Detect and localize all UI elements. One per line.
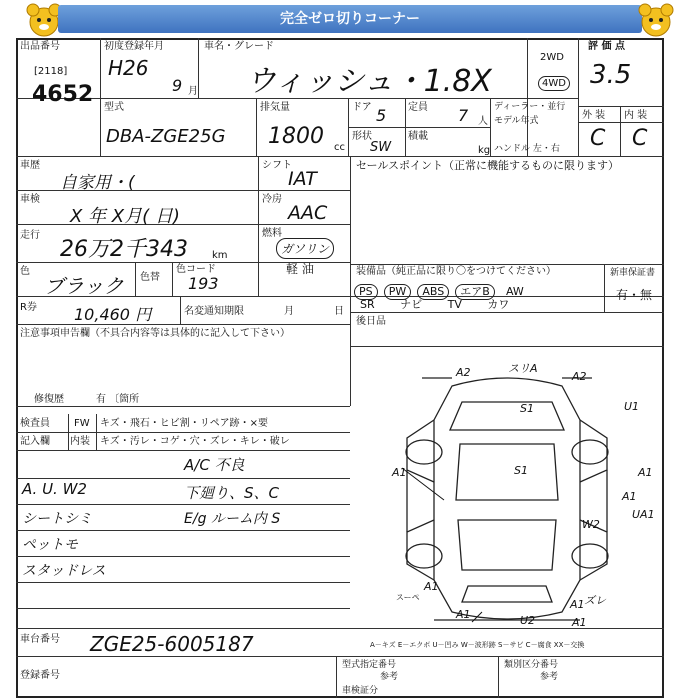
- inspect-row1: キズ・飛石・ヒビ割・リペア跡・×要: [100, 418, 268, 429]
- mark-a1-low-left: A1: [424, 580, 439, 593]
- equip-sr: SR: [360, 298, 375, 311]
- type-value: DBA-ZGE25G: [106, 126, 226, 147]
- lot-no-label: 出品番号: [20, 41, 60, 52]
- bear-logo-right: [636, 2, 676, 38]
- cc-label: cc: [334, 142, 345, 153]
- persons-label: 人: [478, 116, 488, 127]
- inspection-value: X 年 X月( 日): [70, 206, 180, 227]
- class-no-label: 類別区分番号: [504, 660, 559, 670]
- equip-ps: PS: [354, 284, 378, 300]
- mark-a2-left: A2: [456, 366, 471, 379]
- four-wd: 4WD: [538, 76, 570, 91]
- mark-zure: ズレ: [584, 594, 606, 607]
- two-wd: 2WD: [540, 52, 564, 63]
- r-label: R券: [20, 302, 37, 313]
- doors-label: ドア: [352, 102, 372, 113]
- notes-label: 注意事項申告欄（不具合内容等は具体的に記入して下さい）: [20, 328, 290, 339]
- note-engine: E/g ルーム内 S: [184, 511, 281, 527]
- kg-label: kg: [478, 145, 491, 156]
- equip-pw: PW: [384, 284, 412, 300]
- interior-label: 内装: [70, 436, 90, 447]
- handle-label: ハンドル 左・右: [494, 144, 560, 154]
- shift-value: IAT: [288, 168, 317, 190]
- fuel-gasoline: ガソリン: [276, 238, 334, 259]
- ext-value: C: [590, 126, 606, 151]
- seats-value: 7: [458, 106, 469, 125]
- mileage-label: 走行: [20, 230, 40, 241]
- day-mark: 日: [334, 306, 344, 317]
- mark-suri-a: スリA: [508, 362, 538, 375]
- lot-small: [2118]: [34, 66, 68, 77]
- history-label: 車歴: [20, 160, 40, 171]
- note-under: 下廻り、S、C: [184, 484, 279, 502]
- fw-label: FW: [74, 418, 90, 429]
- mark-a1-bottom-left: A1: [456, 608, 471, 621]
- new-warranty-label: 新車保証書: [610, 268, 656, 278]
- mark-u2: U2: [520, 614, 536, 627]
- color-value: ブラック: [44, 274, 124, 298]
- fuel-diesel: 軽 油: [286, 262, 314, 276]
- model-name: ウィッシュ・1.8X: [246, 64, 492, 99]
- grade-label: 評 価 点: [588, 41, 625, 52]
- equip-leather: カワ: [487, 298, 510, 311]
- repair-label: 修復歴: [34, 394, 64, 405]
- equip-label: 装備品（純正品に限り〇をつけてください）: [356, 266, 556, 277]
- banner-title: 完全ゼロ切りコーナー: [58, 5, 642, 33]
- model-year-label: モデル年式: [494, 116, 539, 126]
- mark-u1: U1: [624, 400, 640, 413]
- note-auw2: A. U. W2: [22, 480, 87, 498]
- shift-label: シフト: [262, 160, 292, 171]
- history-value: 自家用・(: [60, 173, 135, 193]
- ac-value: AAC: [288, 202, 328, 224]
- int-value: C: [632, 126, 648, 151]
- inspector-label: 検査員: [20, 418, 50, 429]
- dealer-label: ディーラー・並行: [494, 102, 566, 112]
- reg-year: H26: [108, 56, 149, 80]
- mark-a1-right: A1: [638, 466, 653, 479]
- chassis-label: 車台番号: [20, 634, 60, 645]
- note-seat: シートシミ: [22, 511, 92, 527]
- note-pet: ペットモ: [22, 537, 78, 553]
- color-change-label: 色替: [140, 272, 160, 283]
- damage-legend: A－キズ E－エクボ U－凹み W－波形跡 S－サビ C－腐食 XX－交換: [370, 641, 585, 649]
- doors-value: 5: [376, 106, 387, 125]
- chassis-value: ZGE25-6005187: [90, 632, 254, 656]
- mark-a1-corner: A1: [572, 616, 587, 629]
- shape-label: 形状: [352, 131, 372, 142]
- ext-label: 外 装: [582, 110, 606, 121]
- shape-value: SW: [370, 140, 392, 155]
- repair-value: 有 〔箇所: [96, 394, 140, 405]
- name-label: 名変通知期限: [184, 306, 244, 317]
- int-label: 内 装: [624, 110, 648, 121]
- fuel-label: 燃料: [262, 228, 282, 239]
- note-ac: A/C 不良: [184, 456, 245, 474]
- reg-month: 9: [172, 76, 183, 95]
- equip-navi: ナビ: [400, 298, 423, 311]
- equip-tv: TV: [447, 298, 462, 311]
- month-unit: 月: [188, 86, 198, 97]
- class-ref: 参考: [540, 672, 559, 682]
- mark-ua1: UA1: [632, 508, 655, 521]
- form-ref: 参考: [380, 672, 399, 682]
- sales-label: セールスポイント（正常に機能するものに限ります）: [356, 159, 620, 172]
- reg-no-label: 登録番号: [20, 670, 60, 681]
- disp-label: 排気量: [260, 102, 290, 113]
- mark-a2-right: A2: [572, 370, 587, 383]
- type-label: 型式: [104, 102, 124, 113]
- month-mark: 月: [284, 306, 294, 317]
- inspect-row2: キズ・汚レ・コゲ・穴・ズレ・キレ・破レ: [100, 436, 290, 447]
- mark-a1-rightmid: A1: [622, 490, 637, 503]
- load-label: 積載: [408, 131, 428, 142]
- note-studless: スタッドレス: [22, 563, 106, 579]
- mark-w2: W2: [582, 518, 600, 531]
- form-no-label: 型式指定番号: [342, 660, 397, 670]
- km-label: km: [212, 250, 228, 261]
- lot-no: 4652: [32, 82, 94, 107]
- mark-a1-bottom-right: A1: [570, 598, 585, 611]
- small-label: スーペ: [396, 593, 420, 602]
- seal-label: 車検証分: [342, 686, 379, 696]
- disp-value: 1800: [268, 124, 324, 149]
- color-label: 色: [20, 266, 30, 277]
- seats-label: 定員: [408, 102, 428, 113]
- color-code-value: 193: [188, 274, 219, 293]
- color-code-label: 色コード: [176, 264, 216, 275]
- rear-label: 後日品: [356, 316, 386, 327]
- first-reg-label: 初度登録年月: [104, 41, 164, 52]
- mileage-value: 26万2千343: [60, 237, 188, 262]
- equip-aw: AW: [505, 285, 524, 298]
- equip-abs: ABS: [417, 284, 449, 300]
- inspection-label: 車検: [20, 194, 40, 205]
- entry-label: 記入欄: [20, 436, 50, 447]
- grade-value: 3.5: [590, 60, 632, 90]
- ac-label: 冷房: [262, 194, 282, 205]
- equip-row2: [360, 296, 509, 312]
- mark-s1-mid: S1: [514, 464, 528, 477]
- new-warranty-value: 有・無: [616, 288, 653, 302]
- mark-s1-top: S1: [520, 402, 534, 415]
- mark-a1-left: A1: [392, 466, 407, 479]
- car-diagram: [352, 350, 662, 635]
- r-value: 10,460 円: [74, 305, 152, 324]
- model-label: 車名・グレード: [204, 41, 274, 52]
- equip-airbag: エアB: [455, 284, 495, 300]
